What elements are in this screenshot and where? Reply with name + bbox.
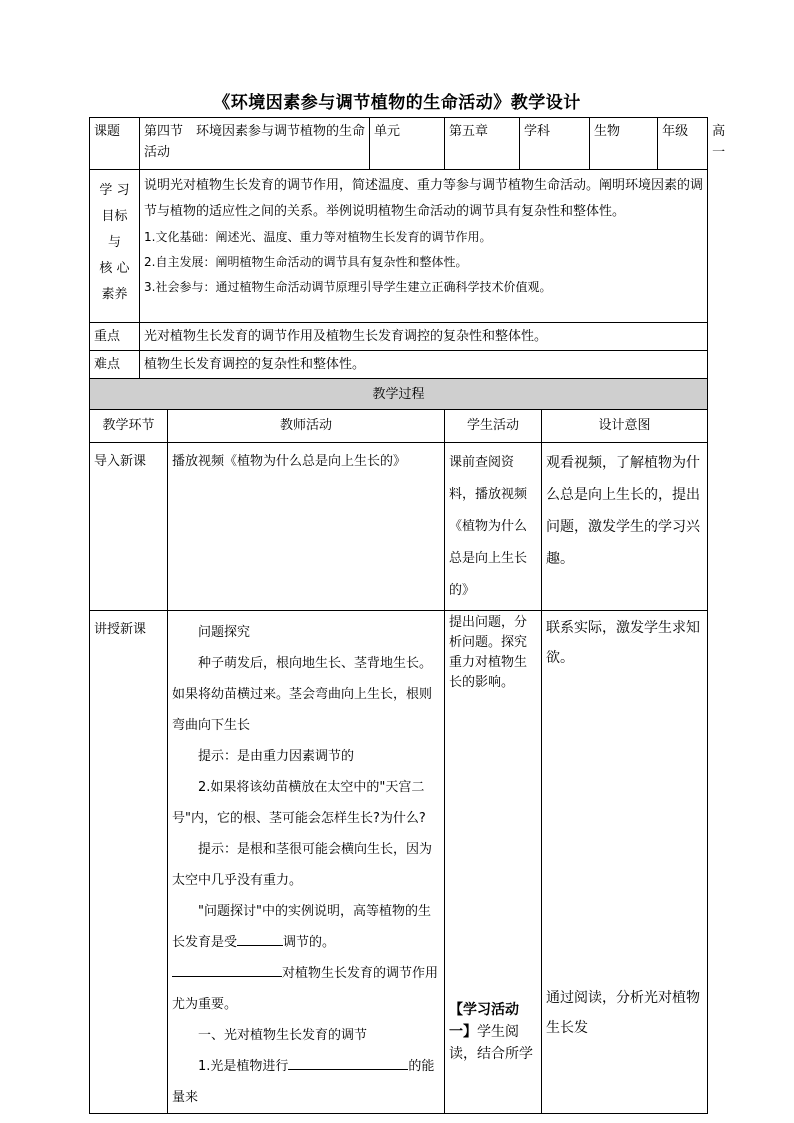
student-lecture-2: 【学习活动一】学生阅读，结合所学	[449, 1002, 534, 1062]
col-stage: 教学环节	[90, 410, 168, 443]
lecture-hint-2: 提示：是根和茎很可能会横向生长，因为太空中几乎没有重力。	[172, 842, 433, 888]
process-row-lecture	[90, 611, 708, 1114]
subject-label-text: 学科	[524, 124, 551, 139]
intent-lecture	[542, 611, 708, 1114]
lecture-para-4: 1.光是植物进行 的能量来	[172, 1051, 440, 1113]
process-columns-row	[90, 410, 708, 443]
intent-intro: 观看视频，了解植物为什么总是向上生长的，提出问题，激发学生的学习兴趣。	[542, 443, 708, 611]
student-lecture	[445, 611, 542, 1114]
intent-lecture-2: 通过阅读，分析光对植物生长发	[546, 990, 701, 1036]
page-title: 《环境因素参与调节植物的生命活动》教学设计	[213, 93, 581, 113]
col-teacher: 教师活动	[168, 410, 445, 443]
info-row: 课题 第四节 环境因素参与调节植物的生命活动 单元 第五章 学科 生物 年级 高一	[90, 118, 708, 170]
objective-item-3: 3.社会参与：通过植物生命活动调节原理引导学生建立正确科学技术价值观。	[144, 280, 552, 294]
student-intro: 课前查阅资料，播放视频《植物为什么总是向上生长的》	[445, 443, 542, 611]
lesson-plan-table	[89, 117, 726, 1114]
stage-intro: 导入新课	[90, 443, 168, 611]
stage-lecture: 讲授新课	[90, 611, 168, 1114]
teacher-intro: 播放视频《植物为什么总是向上生长的》	[168, 443, 445, 611]
blank-1	[237, 932, 283, 946]
col-student: 学生活动	[445, 410, 542, 443]
intent-lecture-1: 联系实际，激发学生求知欲。	[546, 620, 701, 666]
lecture-para-3: "问题探讨"中的实例说明，高等植物的生长发育是受 调节的。对植物生长发育的调节作用尤为重要。	[172, 904, 439, 1012]
objectives-intro: 说明光对植物生长发育的调节作用，简述温度、重力等参与调节植物生命活动。阐明环境因素的调节与植物的适应性之间的关系。举例说明植物生命活动的调节具有复杂性和整体性。	[144, 178, 704, 219]
lecture-para-1: 种子萌发后，根向地生长、茎背地生长。如果将幼苗横过来。茎会弯曲向上生长，根则弯曲向下生长	[172, 656, 433, 733]
difficulty-label: 难点	[90, 351, 140, 379]
topic-value: 第四节 环境因素参与调节植物的生命活动	[140, 118, 370, 170]
key-point-value: 光对植物生长发育的调节作用及植物生长发育调控的复杂性和整体性。	[140, 323, 708, 351]
problem-explore: 问题探究	[198, 625, 251, 640]
key-point-row	[90, 323, 708, 351]
difficulty-value: 植物生长发育调控的复杂性和整体性。	[140, 351, 708, 379]
topic-label: 课题	[90, 118, 140, 170]
difficulty-row	[90, 351, 708, 379]
col-intent: 设计意图	[542, 410, 708, 443]
blank-3	[288, 1056, 408, 1070]
process-header-row	[90, 379, 708, 410]
grade-label: 年级	[658, 118, 708, 170]
objective-item-2: 2.自主发展：阐明植物生命活动的调节具有复杂性和整体性。	[144, 255, 468, 269]
key-point-label: 重点	[90, 323, 140, 351]
unit-label: 单元	[370, 118, 445, 170]
lecture-para-2: 2.如果将该幼苗横放在太空中的"天宫二号"内，它的根、茎可能会怎样生长?为什么?	[172, 780, 426, 826]
section-light-title: 一、光对植物生长发育的调节	[198, 1028, 368, 1043]
process-row-intro	[90, 443, 708, 611]
process-header: 教学过程	[90, 379, 708, 410]
unit-value: 第五章	[445, 118, 520, 170]
objective-item-1: 1.文化基础：阐述光、温度、重力等对植物生长发育的调节作用。	[144, 230, 492, 244]
objectives-row	[90, 170, 708, 323]
subject-label	[520, 118, 590, 170]
student-lecture-1: 提出问题，分析问题。探究重力对植物生长的影响。	[449, 615, 528, 690]
teacher-lecture	[168, 611, 445, 1114]
blank-2	[172, 963, 282, 977]
objectives-content	[140, 170, 708, 323]
lecture-hint-1: 提示：是由重力因素调节的	[198, 749, 355, 764]
subject-value-cell: 生物	[590, 118, 658, 170]
objectives-label: 学 习 目标 与 核 心 素养	[90, 170, 140, 323]
